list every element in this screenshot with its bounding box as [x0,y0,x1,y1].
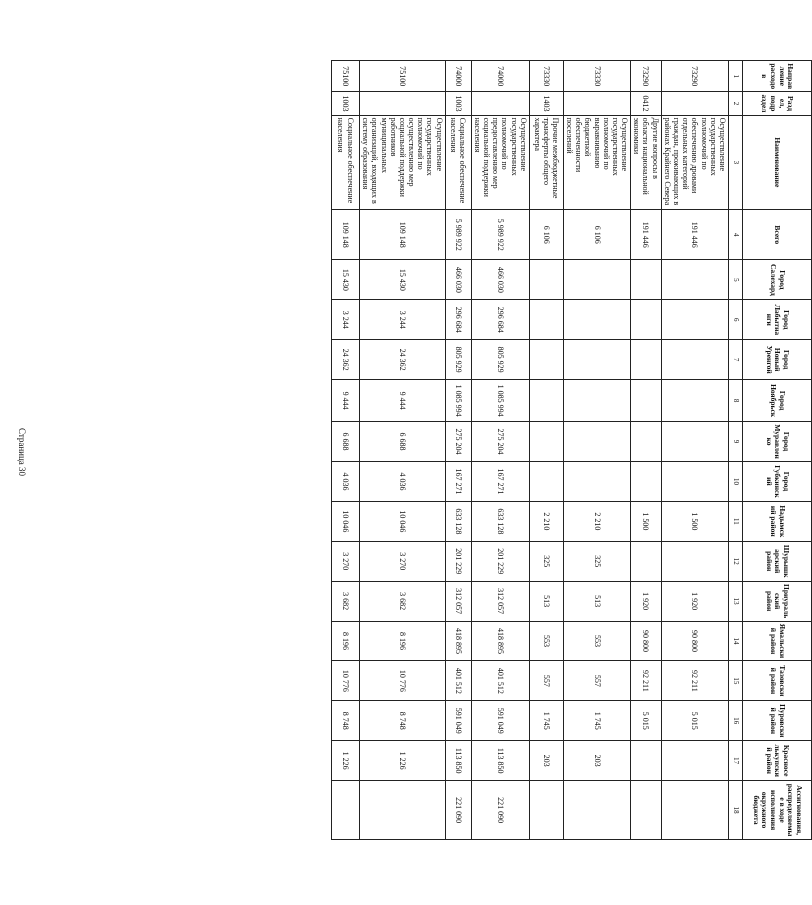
table-cell: 557 [529,661,563,701]
table-cell: 6 688 [332,422,360,462]
table-cell: 296 684 [471,300,529,340]
table-cell [631,741,662,781]
table-row [529,61,563,840]
table-cell [661,92,728,115]
table-cell: 92 211 [631,661,662,701]
table-cell: 1 745 [529,701,563,741]
table-cell: 6 106 [529,210,563,260]
table-cell: 4 036 [332,462,360,502]
table-cell: 513 [563,581,630,621]
column-header: Шурышкарский район [743,541,812,581]
table-cell: 325 [563,541,630,581]
budget-table [331,60,812,840]
table-cell: 1003 [445,92,471,115]
table-cell [661,462,728,502]
table-cell: 73290 [631,61,662,92]
table-cell: 9 444 [360,380,446,422]
table-cell [529,260,563,300]
column-number: 9 [729,422,743,462]
table-cell: 553 [563,621,630,661]
column-header: Город Салехард [743,260,812,300]
column-number: 12 [729,541,743,581]
table-cell [563,340,630,380]
table-cell: 10 046 [360,501,446,541]
table-cell [360,781,446,840]
column-number: 8 [729,380,743,422]
table-cell: 90 800 [661,621,728,661]
table-cell [529,340,563,380]
table-cell [631,380,662,422]
table-cell: 73330 [563,61,630,92]
table-cell: 466 030 [471,260,529,300]
table-cell: 5 989 922 [471,210,529,260]
table-cell [471,92,529,115]
table-cell: 221 090 [445,781,471,840]
table-cell: 1 920 [661,581,728,621]
table-cell: 8 748 [360,701,446,741]
table-cell: 90 800 [631,621,662,661]
table-cell: 74000 [445,61,471,92]
column-number: 15 [729,661,743,701]
column-number: 17 [729,741,743,781]
table-cell: 8 196 [360,621,446,661]
row-name-cell: Осуществление государственных полномочий по выравниванию бюджетной обеспеченности поселений [563,115,630,209]
table-cell: 203 [563,741,630,781]
table-cell: 92 211 [661,661,728,701]
table-cell: 312 057 [471,581,529,621]
table-cell: 73290 [661,61,728,92]
table-cell: 296 684 [445,300,471,340]
column-header: Город Ноябрьск [743,380,812,422]
table-cell: 0412 [631,92,662,115]
table-cell [631,340,662,380]
column-number: 11 [729,501,743,541]
header-row [743,61,812,840]
table-cell [631,300,662,340]
table-cell: 203 [529,741,563,781]
row-name-cell: Другие вопросы в области национальной экономики [631,115,662,209]
table-cell: 113 850 [471,741,529,781]
table-cell [631,260,662,300]
row-name-cell: Осуществление государственных полномочий по осуществлению мер социальной поддержки работников муниципальных организаций, входящих в систему образования [360,115,446,209]
table-cell: 1 500 [661,501,728,541]
table-cell [563,422,630,462]
table-cell: 3 244 [360,300,446,340]
page-number: Страница 30 [17,427,27,477]
table-cell: 3 682 [360,581,446,621]
table-cell: 325 [529,541,563,581]
table-cell [631,422,662,462]
table-cell: 5 015 [631,701,662,741]
table-row [360,61,446,840]
table-cell: 557 [563,661,630,701]
table-cell: 6 688 [360,422,446,462]
table-cell: 466 030 [445,260,471,300]
table-cell: 553 [529,621,563,661]
table-cell: 805 929 [445,340,471,380]
table-cell: 3 244 [332,300,360,340]
table-cell: 24 362 [360,340,446,380]
table-cell: 591 049 [445,701,471,741]
table-cell: 1 085 994 [445,380,471,422]
column-number: 10 [729,462,743,502]
table-cell: 1 226 [360,741,446,781]
table-cell: 9 444 [332,380,360,422]
table-cell: 591 049 [471,701,529,741]
column-header: Город Лабытнанги [743,300,812,340]
table-cell [529,380,563,422]
table-cell [661,781,728,840]
column-header: Надымский район [743,501,812,541]
table-cell: 15 430 [332,260,360,300]
table-cell: 312 057 [445,581,471,621]
table-cell: 1 085 994 [471,380,529,422]
table-cell: 15 430 [360,260,446,300]
column-number: 4 [729,210,743,260]
table-cell: 1 226 [332,741,360,781]
table-cell [661,260,728,300]
table-row [563,61,630,840]
table-cell [631,541,662,581]
column-header: Город Губкинский [743,462,812,502]
table-cell: 1 745 [563,701,630,741]
table-cell [529,462,563,502]
column-header: Ассигнования, распределяемые в ходе исполнения окружного бюджета [743,781,812,840]
row-name-cell: Социальное обеспечение населения [332,115,360,209]
column-header: Раздел, подраздел [743,92,812,115]
column-number: 1 [729,61,743,92]
table-cell [661,541,728,581]
table-cell: 1003 [332,92,360,115]
table-cell: 167 271 [471,462,529,502]
row-name-cell: Осуществление государственных полномочий по предоставлению мер социальной поддержки населения [471,115,529,209]
table-body [332,61,729,840]
table-cell: 4 036 [360,462,446,502]
table-cell [631,462,662,502]
column-header: Всего [743,210,812,260]
table-row [631,61,662,840]
column-number: 3 [729,115,743,209]
row-name-cell: Прочие межбюджетные трансферты общего характера [529,115,563,209]
table-cell: 201 229 [445,541,471,581]
table-cell: 73330 [529,61,563,92]
column-header: Тазовский район [743,661,812,701]
table-cell: 1 500 [631,501,662,541]
table-cell: 74000 [471,61,529,92]
column-header: Город Новый Уренгой [743,340,812,380]
table-cell: 75100 [332,61,360,92]
table-cell: 10 776 [332,661,360,701]
table-cell: 75100 [360,61,446,92]
table-cell: 24 362 [332,340,360,380]
table-cell: 3 270 [360,541,446,581]
row-name-cell: Осуществление государственных полномочий по обеспечению дровами отдельных категорий граждан, проживающих в районах Крайнего Севера [661,115,728,209]
budget-table-container [336,60,812,840]
table-cell [563,781,630,840]
column-header: Наименование [743,115,812,209]
column-header: Город Муравленко [743,422,812,462]
table-cell: 418 895 [471,621,529,661]
column-number: 18 [729,781,743,840]
table-cell [661,300,728,340]
table-cell: 109 148 [360,210,446,260]
table-cell [529,781,563,840]
table-row [332,61,360,840]
table-cell [661,422,728,462]
table-cell [360,92,446,115]
table-cell: 10 046 [332,501,360,541]
column-number: 16 [729,701,743,741]
table-cell [529,422,563,462]
table-row [661,61,728,840]
table-cell: 633 128 [471,501,529,541]
table-cell: 275 204 [445,422,471,462]
column-header: Направление расходов [743,61,812,92]
table-cell: 1403 [529,92,563,115]
table-cell: 201 229 [471,541,529,581]
table-row [445,61,471,840]
table-cell: 113 850 [445,741,471,781]
table-cell: 109 148 [332,210,360,260]
table-cell: 3 682 [332,581,360,621]
table-row [471,61,529,840]
column-header: Ямальский район [743,621,812,661]
table-cell: 401 512 [445,661,471,701]
table-cell [661,380,728,422]
table-cell: 1 920 [631,581,662,621]
table-cell [661,741,728,781]
column-header: Приуральский район [743,581,812,621]
table-cell: 2 210 [563,501,630,541]
table-cell [563,462,630,502]
column-number: 2 [729,92,743,115]
table-cell: 8 196 [332,621,360,661]
table-cell: 401 512 [471,661,529,701]
table-cell: 633 128 [445,501,471,541]
column-number: 5 [729,260,743,300]
column-number: 7 [729,340,743,380]
table-cell: 805 929 [471,340,529,380]
table-cell [563,260,630,300]
table-cell: 191 446 [661,210,728,260]
table-cell: 8 748 [332,701,360,741]
table-cell [563,380,630,422]
column-number: 6 [729,300,743,340]
column-number-row [729,61,743,840]
table-cell: 513 [529,581,563,621]
table-cell: 221 090 [471,781,529,840]
table-cell: 6 106 [563,210,630,260]
column-number: 13 [729,581,743,621]
column-header: Пуровский район [743,701,812,741]
column-header: Красноселькупский район [743,741,812,781]
column-number: 14 [729,621,743,661]
table-cell [631,781,662,840]
table-cell: 5 989 922 [445,210,471,260]
table-cell [563,300,630,340]
table-cell: 418 895 [445,621,471,661]
table-cell [332,781,360,840]
table-cell: 167 271 [445,462,471,502]
row-name-cell: Социальное обеспечение населения [445,115,471,209]
table-cell: 3 270 [332,541,360,581]
table-cell: 10 776 [360,661,446,701]
table-cell: 191 446 [631,210,662,260]
table-cell: 2 210 [529,501,563,541]
table-cell: 275 204 [471,422,529,462]
table-cell [661,340,728,380]
table-cell [529,300,563,340]
table-cell: 5 015 [661,701,728,741]
table-cell [563,92,630,115]
